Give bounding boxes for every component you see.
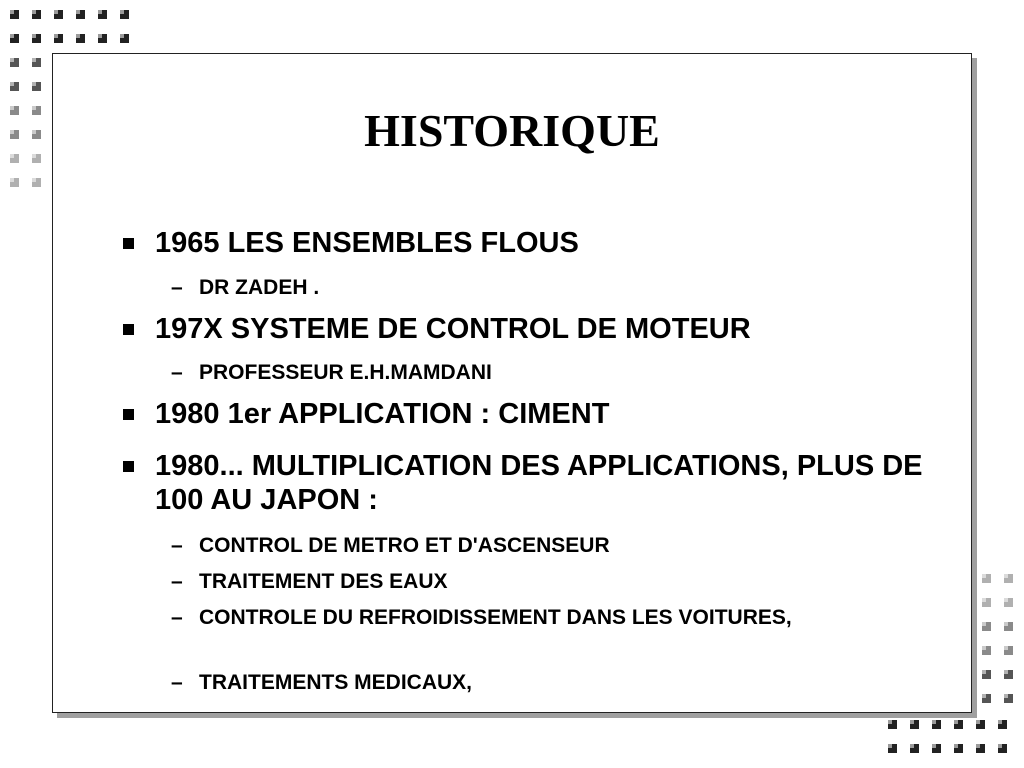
square-bullet-icon <box>123 324 134 335</box>
decorative-square <box>1004 574 1013 583</box>
decorative-square <box>888 720 897 729</box>
decorative-square <box>982 694 991 703</box>
bullet-text: 197X SYSTEME DE CONTROL DE MOTEUR <box>155 313 751 345</box>
bullet-text: 1980... MULTIPLICATION DES APPLICATIONS, PLUS DE 100 AU JAPON : <box>155 450 923 516</box>
decorative-square <box>32 34 41 43</box>
decorative-square <box>1004 694 1013 703</box>
decorative-square <box>10 178 19 187</box>
decorative-square <box>120 10 129 19</box>
decorative-square <box>10 154 19 163</box>
decorative-square <box>982 670 991 679</box>
decorative-square <box>10 130 19 139</box>
decorative-square <box>32 106 41 115</box>
bullet-item-1965 <box>123 226 955 260</box>
decorative-square <box>976 744 985 753</box>
dash-bullet-icon: – <box>171 606 183 629</box>
decorative-square <box>54 34 63 43</box>
sub-item-refroidissement <box>171 604 839 632</box>
decorative-square <box>932 744 941 753</box>
decorative-square <box>982 646 991 655</box>
decorative-square <box>998 720 1007 729</box>
dash-bullet-icon: – <box>171 570 183 593</box>
decorative-square <box>1004 622 1013 631</box>
decorative-square <box>976 720 985 729</box>
square-bullet-icon <box>123 409 134 420</box>
decorative-square <box>32 178 41 187</box>
sub-text: DR ZADEH . <box>199 276 320 299</box>
decorative-square <box>98 34 107 43</box>
decorative-square <box>32 58 41 67</box>
bullet-item-1980-ciment <box>123 397 955 431</box>
decorative-square <box>98 10 107 19</box>
decorative-square <box>10 82 19 91</box>
decorative-square <box>910 744 919 753</box>
bullet-text: 1965 LES ENSEMBLES FLOUS <box>155 227 579 259</box>
decorative-square <box>120 34 129 43</box>
slide-panel <box>52 53 972 713</box>
sub-text: TRAITEMENT DES EAUX <box>199 570 448 593</box>
decorative-square <box>10 106 19 115</box>
decorative-square <box>998 744 1007 753</box>
decorative-square <box>982 598 991 607</box>
dash-bullet-icon: – <box>171 276 183 299</box>
decorative-square <box>32 154 41 163</box>
sub-text: CONTROL DE METRO ET D'ASCENSEUR <box>199 534 610 557</box>
slide-title: HISTORIQUE <box>364 105 660 156</box>
sub-text: TRAITEMENTS MEDICAUX, <box>199 671 472 694</box>
sub-item-medicaux <box>171 669 839 697</box>
bullet-item-197x <box>123 312 955 346</box>
bullet-text: 1980 1er APPLICATION : CIMENT <box>155 398 610 430</box>
sub-item-eaux <box>171 568 839 596</box>
decorative-square <box>76 10 85 19</box>
decorative-square <box>1004 670 1013 679</box>
dash-bullet-icon: – <box>171 361 183 384</box>
sub-item-metro <box>171 532 839 560</box>
decorative-square <box>954 744 963 753</box>
sub-text: CONTROLE DU REFROIDISSEMENT DANS LES VOITURES, <box>199 606 792 629</box>
decorative-square <box>32 130 41 139</box>
sub-item-mamdani <box>171 359 839 387</box>
decorative-square <box>888 744 897 753</box>
decorative-square <box>10 34 19 43</box>
decorative-square <box>954 720 963 729</box>
decorative-square <box>1004 646 1013 655</box>
decorative-square <box>982 574 991 583</box>
decorative-square <box>10 10 19 19</box>
decorative-square <box>32 10 41 19</box>
decorative-square <box>54 10 63 19</box>
square-bullet-icon <box>123 461 134 472</box>
bullet-item-1980-multiplication <box>123 449 955 517</box>
dash-bullet-icon: – <box>171 534 183 557</box>
decorative-square <box>910 720 919 729</box>
dash-bullet-icon: – <box>171 671 183 694</box>
square-bullet-icon <box>123 238 134 249</box>
sub-text: PROFESSEUR E.H.MAMDANI <box>199 361 492 384</box>
sub-item-zadeh <box>171 274 839 302</box>
decorative-square <box>10 58 19 67</box>
decorative-square <box>982 622 991 631</box>
decorative-square <box>76 34 85 43</box>
decorative-square <box>932 720 941 729</box>
decorative-square <box>32 82 41 91</box>
decorative-square <box>1004 598 1013 607</box>
